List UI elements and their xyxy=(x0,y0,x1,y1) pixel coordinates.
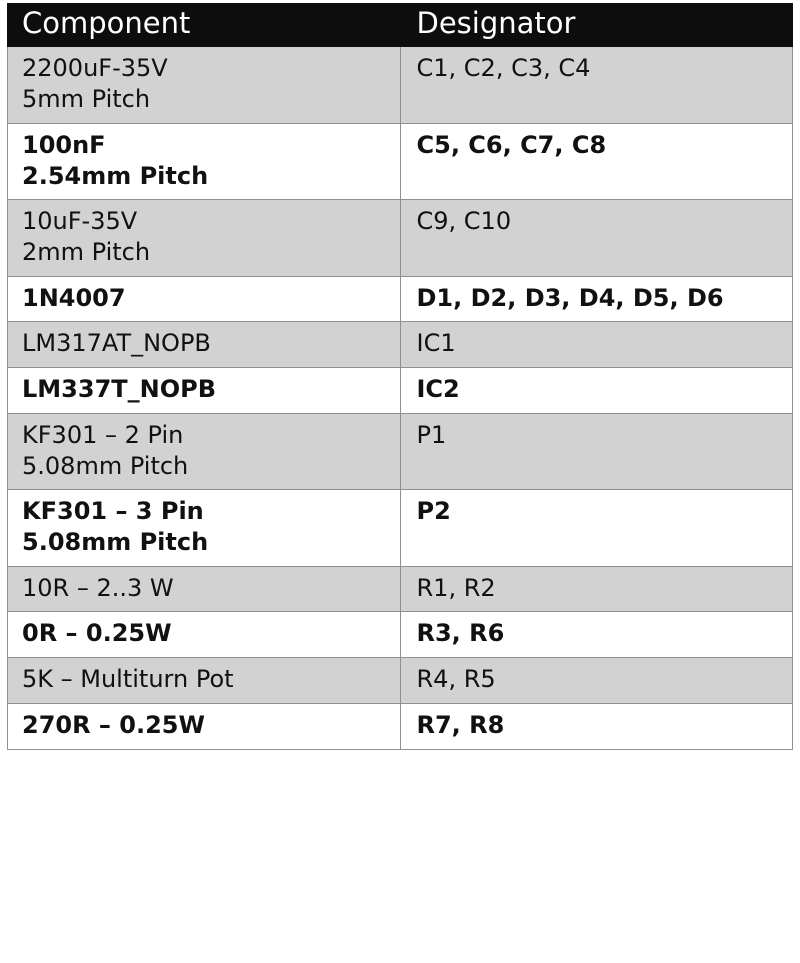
table-body xyxy=(8,47,793,749)
table-row xyxy=(8,703,793,749)
component-cell xyxy=(8,47,401,123)
component-line: 5K – Multiturn Pot xyxy=(22,665,234,694)
component-line: 270R – 0.25W xyxy=(22,710,205,739)
component-line: 0R – 0.25W xyxy=(22,619,172,648)
component-cell xyxy=(8,368,401,414)
component-line: LM337T_NOPB xyxy=(22,375,217,404)
table-row xyxy=(8,368,793,414)
component-line: 2.54mm Pitch xyxy=(22,161,209,190)
designator-cell xyxy=(400,490,793,566)
designator-cell xyxy=(400,566,793,612)
designator-cell xyxy=(400,612,793,658)
bill-of-materials-table xyxy=(7,3,793,750)
component-cell xyxy=(8,703,401,749)
designator-line: R4, R5 xyxy=(416,665,496,694)
table-row xyxy=(8,566,793,612)
designator-line: R3, R6 xyxy=(416,619,505,648)
component-line: LM317AT_NOPB xyxy=(22,329,211,358)
component-line: 10R – 2..3 W xyxy=(22,573,174,602)
designator-line: C1, C2, C3, C4 xyxy=(416,54,591,83)
designator-line: D1, D2, D3, D4, D5, D6 xyxy=(416,283,724,312)
column-header-component: Component xyxy=(8,4,401,47)
table-row xyxy=(8,413,793,489)
component-line: 2mm Pitch xyxy=(22,237,151,266)
table-row xyxy=(8,612,793,658)
table-row xyxy=(8,658,793,704)
component-line: 5.08mm Pitch xyxy=(22,451,189,480)
designator-line: IC1 xyxy=(416,329,456,358)
component-cell xyxy=(8,566,401,612)
component-line: 1N4007 xyxy=(22,283,126,312)
component-cell xyxy=(8,123,401,199)
designator-cell xyxy=(400,276,793,322)
table-row xyxy=(8,200,793,276)
component-cell xyxy=(8,490,401,566)
component-line: 2200uF-35V xyxy=(22,54,168,83)
table-row xyxy=(8,123,793,199)
component-line: KF301 – 2 Pin xyxy=(22,420,184,449)
table-row xyxy=(8,322,793,368)
component-cell xyxy=(8,413,401,489)
component-cell xyxy=(8,200,401,276)
table-header-row xyxy=(8,4,793,47)
designator-cell xyxy=(400,322,793,368)
component-line: 5.08mm Pitch xyxy=(22,527,209,556)
table-row xyxy=(8,47,793,123)
component-cell xyxy=(8,322,401,368)
designator-line: R1, R2 xyxy=(416,573,496,602)
component-line: 100nF xyxy=(22,130,106,159)
designator-line: C9, C10 xyxy=(416,207,512,236)
table-row xyxy=(8,276,793,322)
component-cell xyxy=(8,658,401,704)
table-header xyxy=(8,4,793,47)
designator-cell xyxy=(400,368,793,414)
designator-cell xyxy=(400,413,793,489)
component-cell xyxy=(8,612,401,658)
designator-line: R7, R8 xyxy=(416,710,505,739)
designator-line: P1 xyxy=(416,420,447,449)
designator-cell xyxy=(400,123,793,199)
component-line: 5mm Pitch xyxy=(22,85,151,114)
component-line: KF301 – 3 Pin xyxy=(22,497,204,526)
component-cell xyxy=(8,276,401,322)
designator-line: C5, C6, C7, C8 xyxy=(416,130,607,159)
designator-line: IC2 xyxy=(416,375,460,404)
designator-cell xyxy=(400,703,793,749)
designator-cell xyxy=(400,658,793,704)
column-header-designator: Designator xyxy=(400,4,793,47)
designator-cell xyxy=(400,200,793,276)
table-row xyxy=(8,490,793,566)
designator-line: P2 xyxy=(416,497,451,526)
component-line: 10uF-35V xyxy=(22,207,138,236)
designator-cell xyxy=(400,47,793,123)
